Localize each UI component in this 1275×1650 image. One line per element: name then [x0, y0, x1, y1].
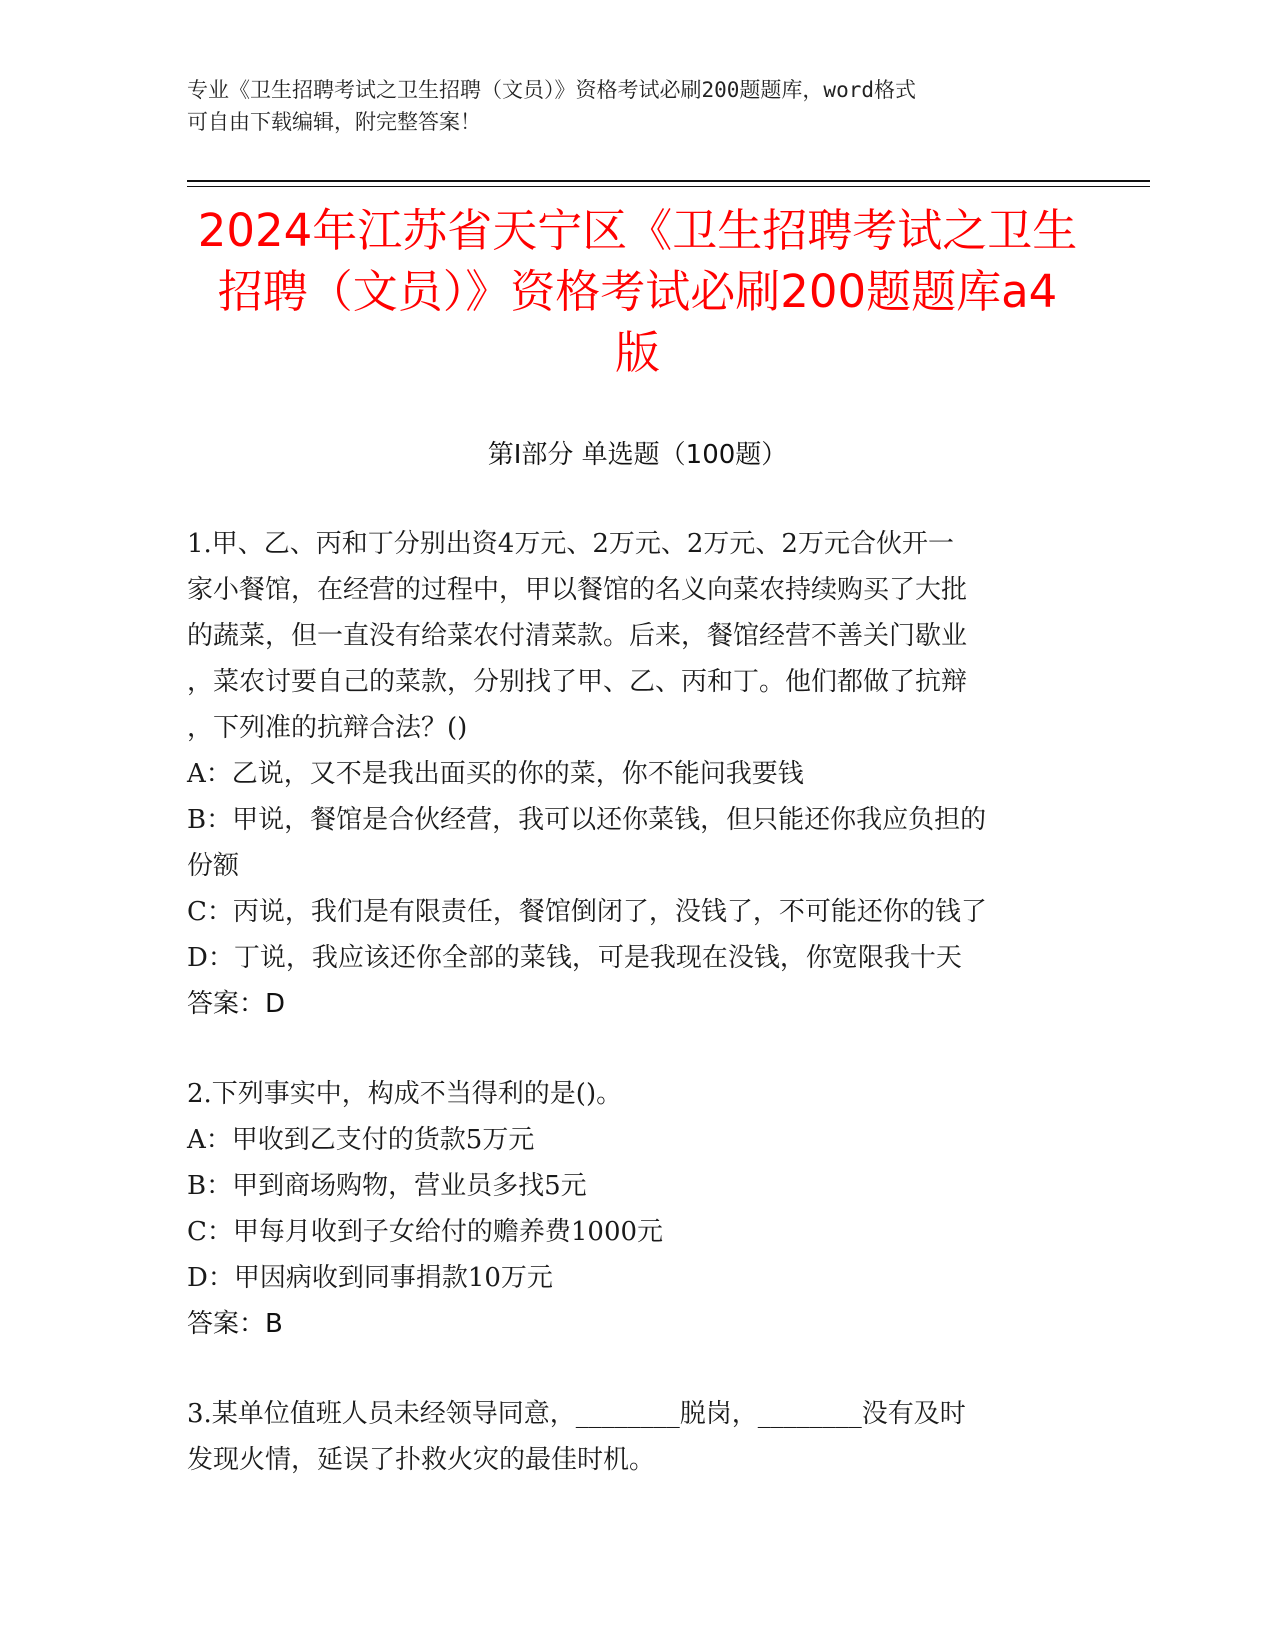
question-stem-line: 2.下列事实中，构成不当得利的是()。	[187, 1079, 623, 1109]
header-divider-thick	[187, 180, 1150, 182]
header-divider-thin	[187, 186, 1150, 187]
answer-label: 答案：D	[187, 989, 286, 1019]
option-c: C：甲每月收到子女给付的赡养费1000元	[187, 1217, 664, 1247]
question-1	[187, 521, 1087, 1027]
option-a: A：乙说，又不是我出面买的你的菜，你不能问我要钱	[187, 759, 804, 789]
question-stem-line: 3.某单位值班人员未经领导同意，________脱岗，________没有及时	[187, 1399, 966, 1429]
option-b: B：甲到商场购物，营业员多找5元	[187, 1171, 587, 1201]
option-b-continued: 份额	[187, 851, 240, 881]
section-heading: 第Ⅰ部分 单选题（100题）	[487, 440, 788, 470]
question-3	[187, 1391, 1087, 1483]
document-intro	[187, 74, 1087, 138]
answer-label: 答案：B	[187, 1309, 283, 1339]
option-d: D：甲因病收到同事捐款10万元	[187, 1263, 553, 1293]
question-stem-line: 家小餐馆，在经营的过程中，甲以餐馆的名义向菜农持续购买了大批	[187, 575, 968, 605]
question-stem-line: 发现火情，延误了扑救火灾的最佳时机。	[187, 1445, 656, 1475]
question-stem-line: 1.甲、乙、丙和丁分别出资4万元、2万元、2万元、2万元合伙开一	[187, 529, 954, 559]
title-line-3: 版	[614, 326, 660, 379]
option-d: D：丁说，我应该还你全部的菜钱，可是我现在没钱，你宽限我十天	[187, 943, 962, 973]
question-stem-line: ，菜农讨要自己的菜款，分别找了甲、乙、丙和丁。他们都做了抗辩	[187, 667, 968, 697]
question-2	[187, 1071, 1087, 1347]
option-c: C：丙说，我们是有限责任，餐馆倒闭了，没钱了，不可能还你的钱了	[187, 897, 987, 927]
question-stem-line: 的蔬菜，但一直没有给菜农付清菜款。后来，餐馆经营不善关门歇业	[187, 621, 968, 651]
document-title	[180, 200, 1095, 383]
intro-line-1: 专业《卫生招聘考试之卫生招聘（文员）》资格考试必刷200题题库，word格式	[187, 78, 916, 102]
question-list	[187, 521, 1087, 1527]
intro-line-2: 可自由下载编辑，附完整答案！	[187, 110, 481, 134]
option-b: B：甲说，餐馆是合伙经营，我可以还你菜钱，但只能还你我应负担的	[187, 805, 987, 835]
title-line-1: 2024年江苏省天宁区《卫生招聘考试之卫生	[197, 204, 1078, 257]
question-stem-line: ，下列准的抗辩合法？()	[187, 713, 468, 743]
option-a: A：甲收到乙支付的货款5万元	[187, 1125, 535, 1155]
title-line-2: 招聘（文员）》资格考试必刷200题题库a4	[217, 265, 1058, 318]
